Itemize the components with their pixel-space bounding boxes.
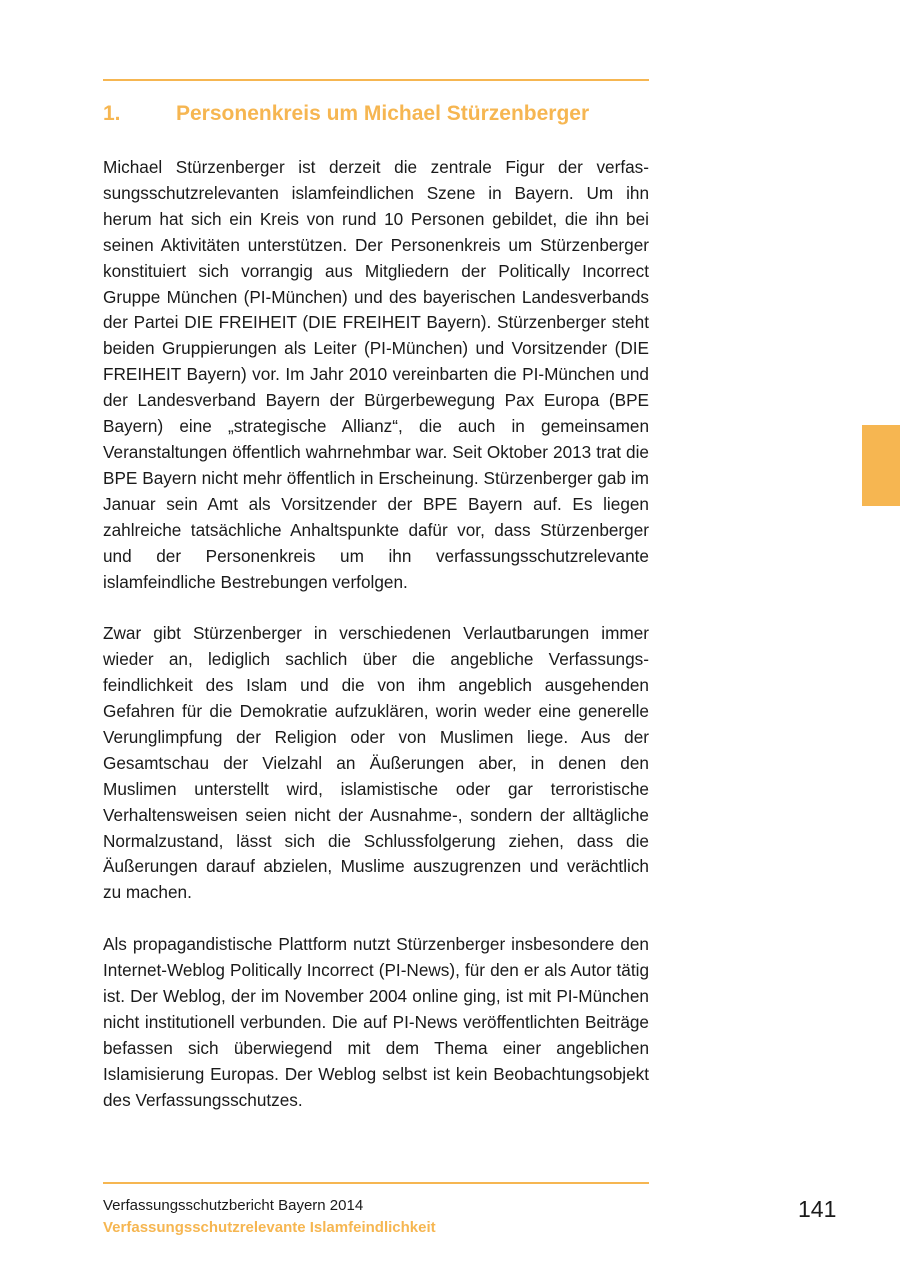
footer-section: Verfassungsschutzrelevante Islamfeindlichkeit bbox=[103, 1219, 436, 1236]
section-title: Personenkreis um Michael Stürzenberger bbox=[176, 102, 590, 125]
paragraph-2: Zwar gibt Stürzenberger in verschiedenen Verlautbarungen immer wieder an, lediglich sachlich über die angebliche Verfassungsfeindlichkeit des Islam und die von ihm angeblich ausgehenden Gefahren für die Demokratie aufzuklären, worin weder eine generelle Verunglimpfung der Religion oder von Muslimen liege. Aus der Gesamtschau der Vielzahl an Äußerungen aber, in denen den Muslimen unterstellt wird, islamistische oder gar terroristische Verhaltensweisen seien nicht der Ausnahme-, sondern der alltägliche Normalzustand, lässt sich die Schlussfolgerung ziehen, dass die Äußerungen darauf abzielen, Muslime auszugrenzen und verächtlich zu machen. bbox=[103, 623, 649, 903]
paragraph-3: Als propagandistische Plattform nutzt Stürzenberger insbesondere den Internet-Weblog Politically Incorrect (PI-News), für den er als Autor tätig ist. Der Weblog, der im November 2004 online ging, ist mit PI-München nicht institutionell verbunden. Die auf PI-News veröffentlichten Beiträge befassen sich überwiegend mit dem Thema einer angeblichen Islamisierung Europas. Der Weblog selbst ist kein Beobachtungsobjekt des Verfassungsschutzes. bbox=[103, 934, 649, 1110]
body-text bbox=[103, 155, 649, 1139]
section-number: 1. bbox=[103, 102, 121, 125]
bottom-divider bbox=[103, 1182, 649, 1184]
chapter-tab-marker bbox=[862, 425, 900, 506]
top-divider bbox=[103, 79, 649, 81]
footer-publication: Verfassungsschutzbericht Bayern 2014 bbox=[103, 1197, 364, 1214]
paragraph-1: Michael Stürzenberger ist derzeit die zentrale Figur der verfassungsschutzrelevanten islamfeindlichen Szene in Bayern. Um ihn herum hat sich ein Kreis von rund 10 Personen gebildet, die ihn bei seinen Aktivitäten unterstützen. Der Personenkreis um Stürzenberger konstituiert sich vorrangig aus Mitgliedern der Politically Incorrect Gruppe München (PI-München) und des bayerischen Landesverbands der Partei DIE FREIHEIT (DIE FREIHEIT Bayern). Stürzenberger steht beiden Gruppierungen als Leiter (PI-München) und Vorsitzender (DIE FREIHEIT Bayern) vor. Im Jahr 2010 vereinbarten die PI-München und der Landesverband Bayern der Bürgerbewegung Pax Europa (BPE Bayern) eine „strategische Allianz“, die auch in gemeinsamen Veranstaltungen öffentlich wahrnehmbar war. Seit Oktober 2013 trat die BPE Bayern nicht mehr öffentlich in Erscheinung. Stürzenberger gab im Januar sein Amt als Vorsitzender der BPE Bayern auf. Es liegen zahlreiche tatsächliche Anhaltspunkte dafür vor, dass Stürzenberger und der Personenkreis um ihn verfassungsschutzrelevante islamfeindliche Bestrebungen verfolgen. bbox=[103, 157, 649, 592]
section-heading bbox=[103, 102, 663, 126]
page-number: 141 bbox=[798, 1196, 837, 1222]
